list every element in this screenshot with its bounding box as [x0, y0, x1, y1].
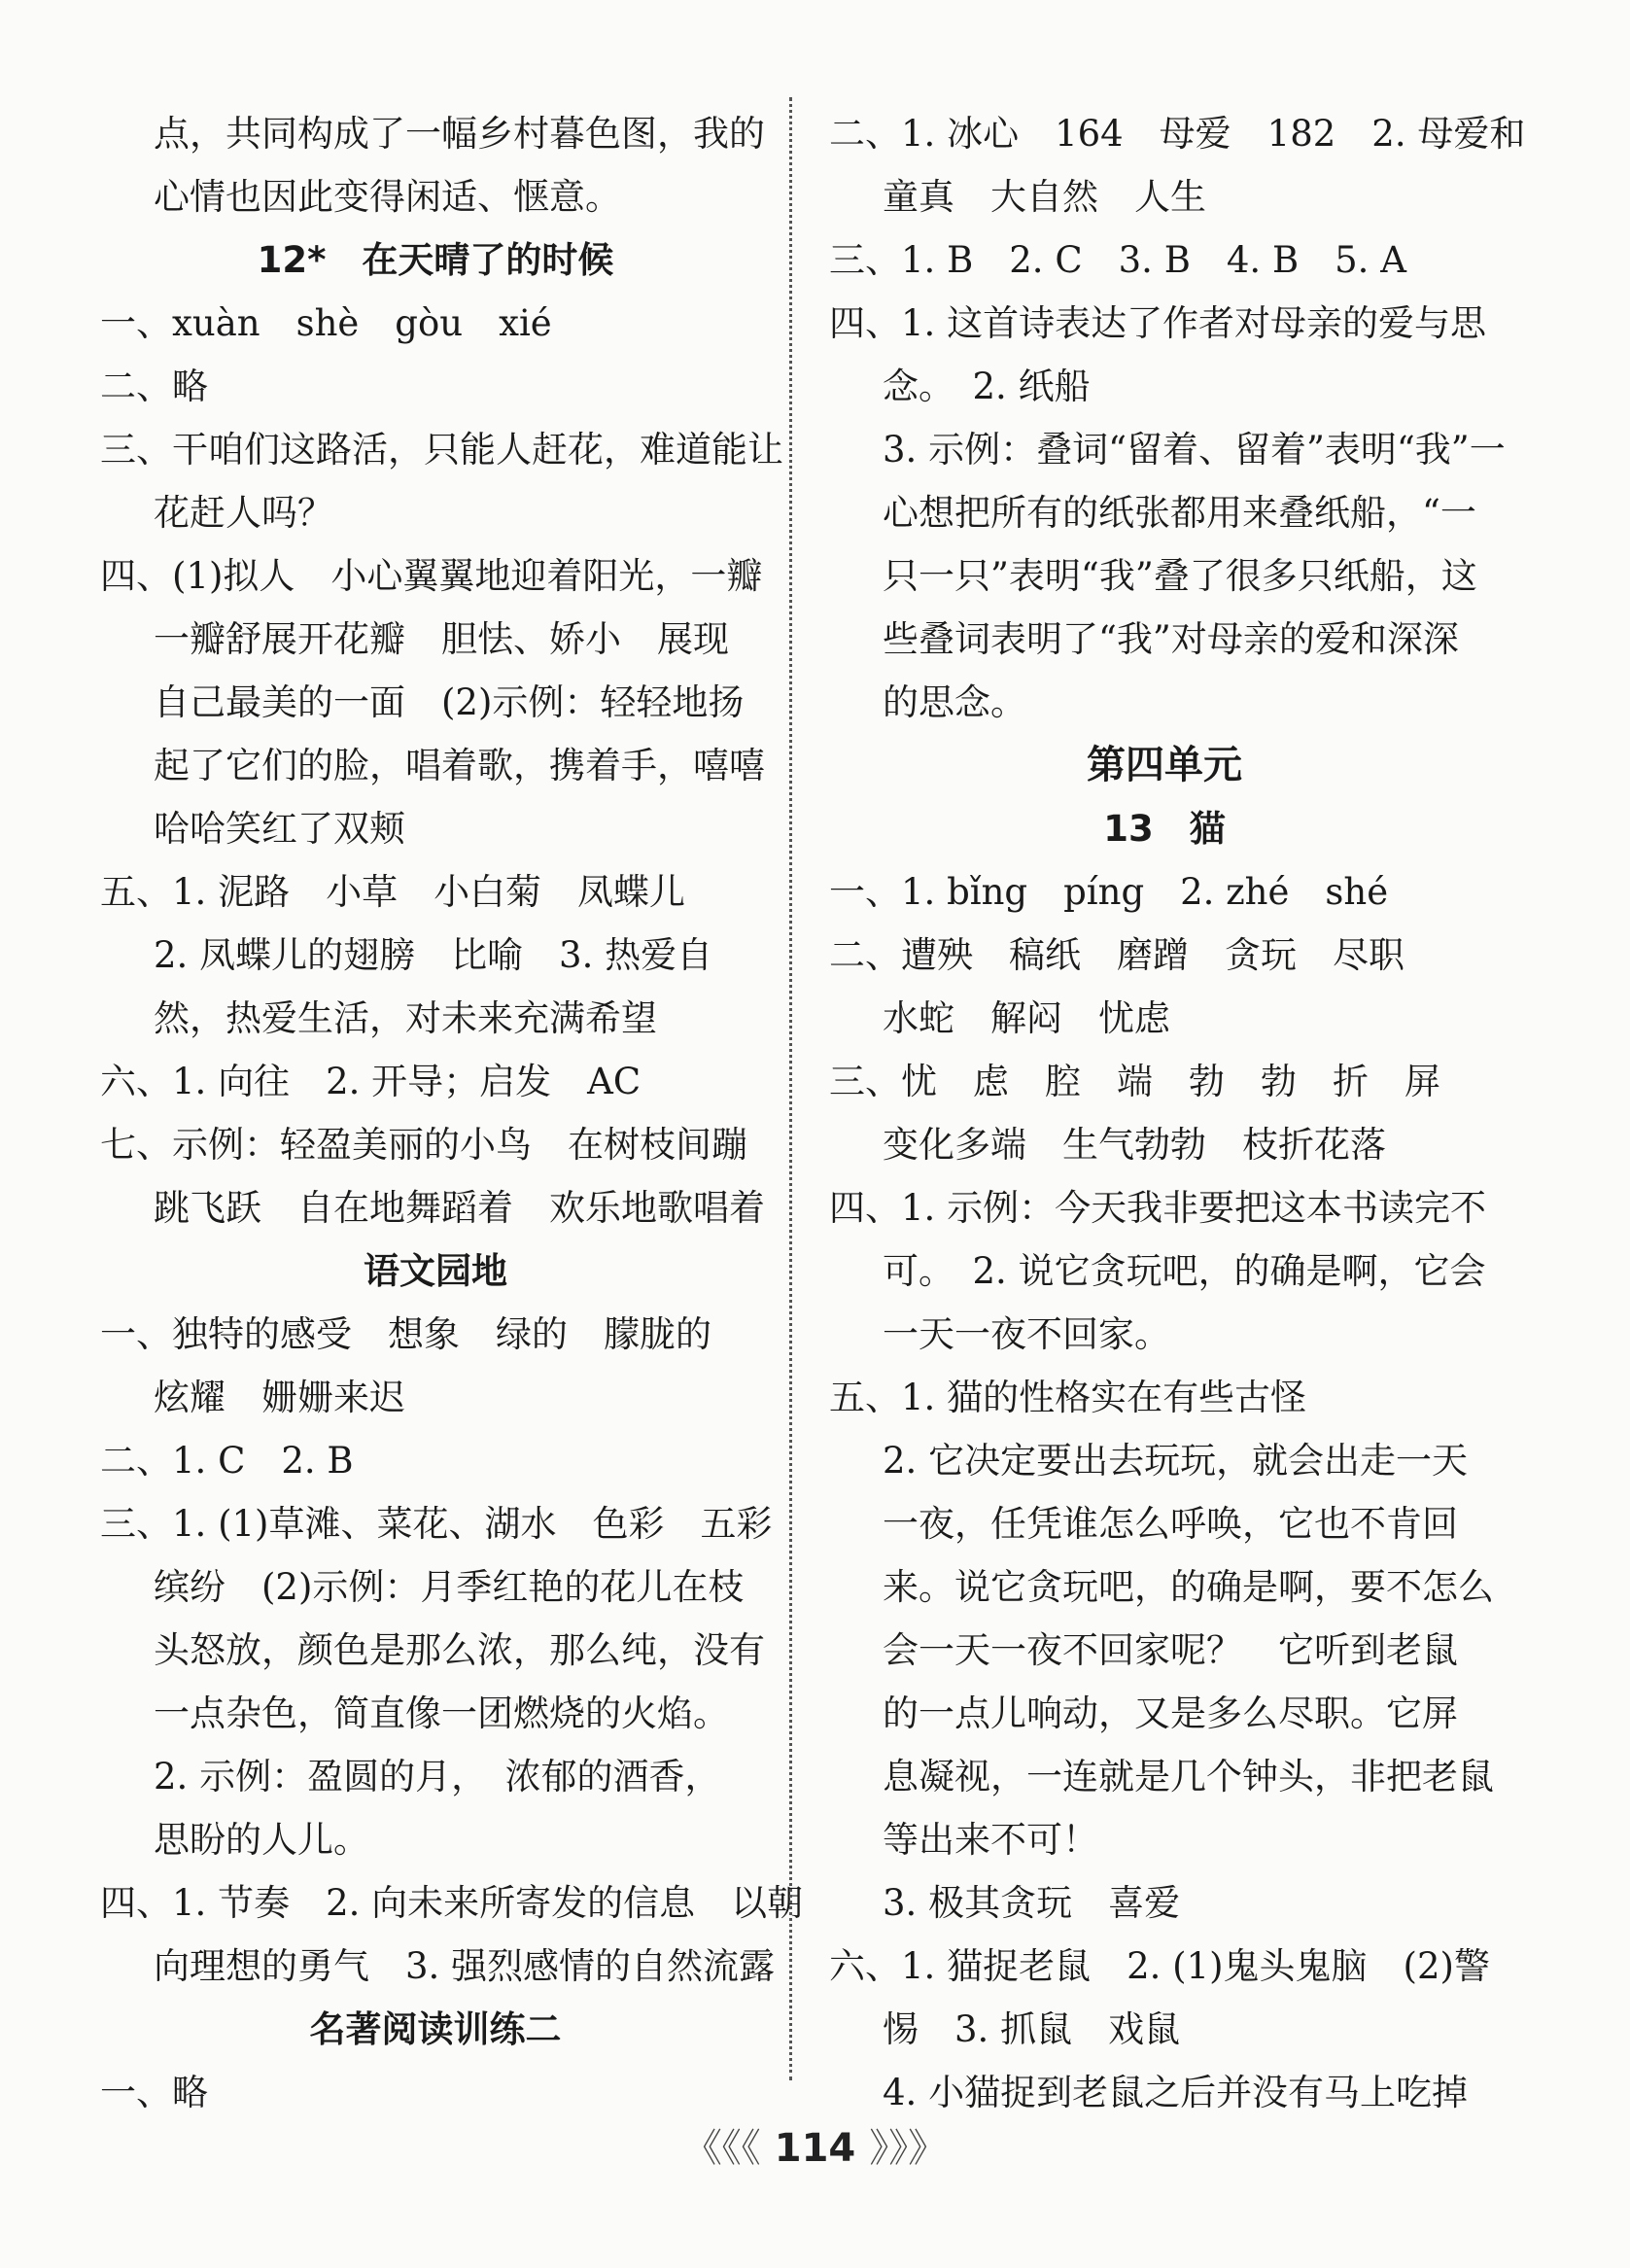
- answer-line: 3. 示例：叠词“留着、留着”表明“我”一: [883, 429, 1506, 471]
- page-number-value: 114: [774, 2126, 856, 2171]
- right-column: [829, 102, 1526, 2124]
- answer-line: 七、示例：轻盈美丽的小鸟 在树枝间蹦: [100, 1124, 747, 1166]
- answer-line: 只一只”表明“我”叠了很多只纸船，这: [883, 555, 1477, 597]
- answer-line: 六、1. 向往 2. 开导；启发 AC: [100, 1061, 642, 1102]
- answer-line: 一天一夜不回家。: [883, 1313, 1170, 1355]
- column-divider: [789, 97, 792, 2080]
- answer-line: 一夜，任凭谁怎么呼唤，它也不肯回: [883, 1503, 1458, 1545]
- answer-line: 缤纷 (2)示例：月季红艳的花儿在枝: [154, 1566, 745, 1608]
- answer-line: 2. 凤蝶儿的翅膀 比喻 3. 热爱自: [154, 934, 713, 976]
- answer-line: 些叠词表明了“我”对母亲的爱和深深: [883, 618, 1459, 660]
- answer-line: 头怒放，颜色是那么浓，那么纯，没有: [154, 1629, 765, 1671]
- answer-line: 2. 它决定要出去玩玩，就会出走一天: [883, 1440, 1469, 1482]
- answer-line: 三、忧 虑 腔 端 勃 勃 折 屏: [829, 1061, 1440, 1102]
- answer-line: 息凝视，一连就是几个钟头，非把老鼠: [883, 1756, 1494, 1797]
- answer-line: 的思念。: [883, 681, 1026, 723]
- answer-line: 一点杂色，简直像一团燃烧的火焰。: [154, 1692, 729, 1734]
- answer-line: 向理想的勇气 3. 强烈感情的自然流露: [154, 1945, 776, 1987]
- answer-line: 思盼的人儿。: [154, 1819, 369, 1861]
- answer-line: 六、1. 猫捉老鼠 2. (1)鬼头鬼脑 (2)警: [829, 1945, 1490, 1987]
- answer-line: 二、遭殃 稿纸 磨蹭 贪玩 尽职: [829, 934, 1405, 976]
- answer-line: 变化多端 生气勃勃 枝折花落: [883, 1124, 1386, 1166]
- answer-line: 三、1. (1)草滩、菜花、湖水 色彩 五彩: [100, 1503, 773, 1545]
- answer-line: 四、1. 这首诗表达了作者对母亲的爱与思: [829, 302, 1487, 344]
- answer-line: 一、略: [100, 2072, 208, 2113]
- section-heading: 语文园地: [364, 1250, 507, 1292]
- answer-line: 一、xuàn shè gòu xié: [100, 302, 552, 344]
- answer-line: 等出来不可！: [883, 1819, 1098, 1861]
- answer-line: 来。说它贪玩吧，的确是啊，要不怎么: [883, 1566, 1494, 1608]
- answer-line: 五、1. 泥路 小草 小白菊 凤蝶儿: [100, 871, 686, 913]
- answer-line: 会一天一夜不回家呢？ 它听到老鼠: [883, 1629, 1458, 1671]
- answer-line: 的一点儿响动，又是多么尽职。它屏: [883, 1692, 1458, 1734]
- answer-line: 童真 大自然 人生: [883, 176, 1206, 218]
- answer-line: 3. 极其贪玩 喜爱: [883, 1882, 1181, 1924]
- unit-heading: 第四单元: [1087, 743, 1242, 787]
- answer-line: 起了它们的脸，唱着歌，携着手，嘻嘻: [154, 745, 765, 786]
- answer-line: 四、1. 示例：今天我非要把这本书读完不: [829, 1187, 1487, 1229]
- answer-line: 四、(1)拟人 小心翼翼地迎着阳光，一瓣: [100, 555, 763, 597]
- answer-line: 花赶人吗？: [154, 492, 333, 534]
- answer-line: 自己最美的一面 (2)示例：轻轻地扬: [154, 681, 745, 723]
- answer-line: 四、1. 节奏 2. 向未来所寄发的信息 以朝: [100, 1882, 804, 1924]
- page-number-left-ornament: 《《《: [682, 2126, 761, 2171]
- answer-line: 然，热爱生活，对未来充满希望: [154, 997, 657, 1039]
- answer-line: 点，共同构成了一幅乡村暮色图，我的: [154, 113, 765, 155]
- answer-line: 跳飞跃 自在地舞蹈着 欢乐地歌唱着: [154, 1187, 765, 1229]
- answer-line: 五、1. 猫的性格实在有些古怪: [829, 1377, 1307, 1418]
- answer-line: 念。 2. 纸船: [883, 366, 1091, 407]
- answer-line: 可。 2. 说它贪玩吧，的确是啊，它会: [883, 1250, 1486, 1292]
- answer-line: 哈哈笑红了双颊: [154, 808, 405, 850]
- section-heading: 13 猫: [1103, 808, 1226, 850]
- answer-line: 二、1. 冰心 164 母爱 182 2. 母爱和: [829, 113, 1526, 155]
- answer-line: 一、独特的感受 想象 绿的 朦胧的: [100, 1313, 711, 1355]
- answer-line: 二、略: [100, 366, 208, 407]
- answer-line: 心情也因此变得闲适、惬意。: [154, 176, 621, 218]
- section-heading: 12* 在天晴了的时候: [257, 239, 614, 281]
- answer-line: 4. 小猫捉到老鼠之后并没有马上吃掉: [883, 2072, 1469, 2113]
- answer-line: 炫耀 姗姗来迟: [154, 1377, 405, 1418]
- answer-line: 一瓣舒展开花瓣 胆怯、娇小 展现: [154, 618, 729, 660]
- page-number: [0, 2117, 1630, 2173]
- answer-line: 心想把所有的纸张都用来叠纸船，“一: [883, 492, 1476, 534]
- answer-line: 2. 示例：盈圆的月， 浓郁的酒香，: [154, 1756, 721, 1797]
- answer-line: 水蛇 解闷 忧虑: [883, 997, 1170, 1039]
- left-column: [100, 102, 804, 2124]
- answer-line: 三、1. B 2. C 3. B 4. B 5. A: [829, 239, 1406, 281]
- answer-line: 二、1. C 2. B: [100, 1440, 354, 1482]
- answer-line: 惕 3. 抓鼠 戏鼠: [883, 2008, 1181, 2050]
- answer-line: 三、干咱们这路活，只能人赶花，难道能让: [100, 429, 783, 471]
- page-number-right-ornament: 》》》: [869, 2126, 948, 2171]
- answer-line: 一、1. bǐng píng 2. zhé shé: [829, 871, 1389, 913]
- section-heading: 名著阅读训练二: [309, 2008, 562, 2050]
